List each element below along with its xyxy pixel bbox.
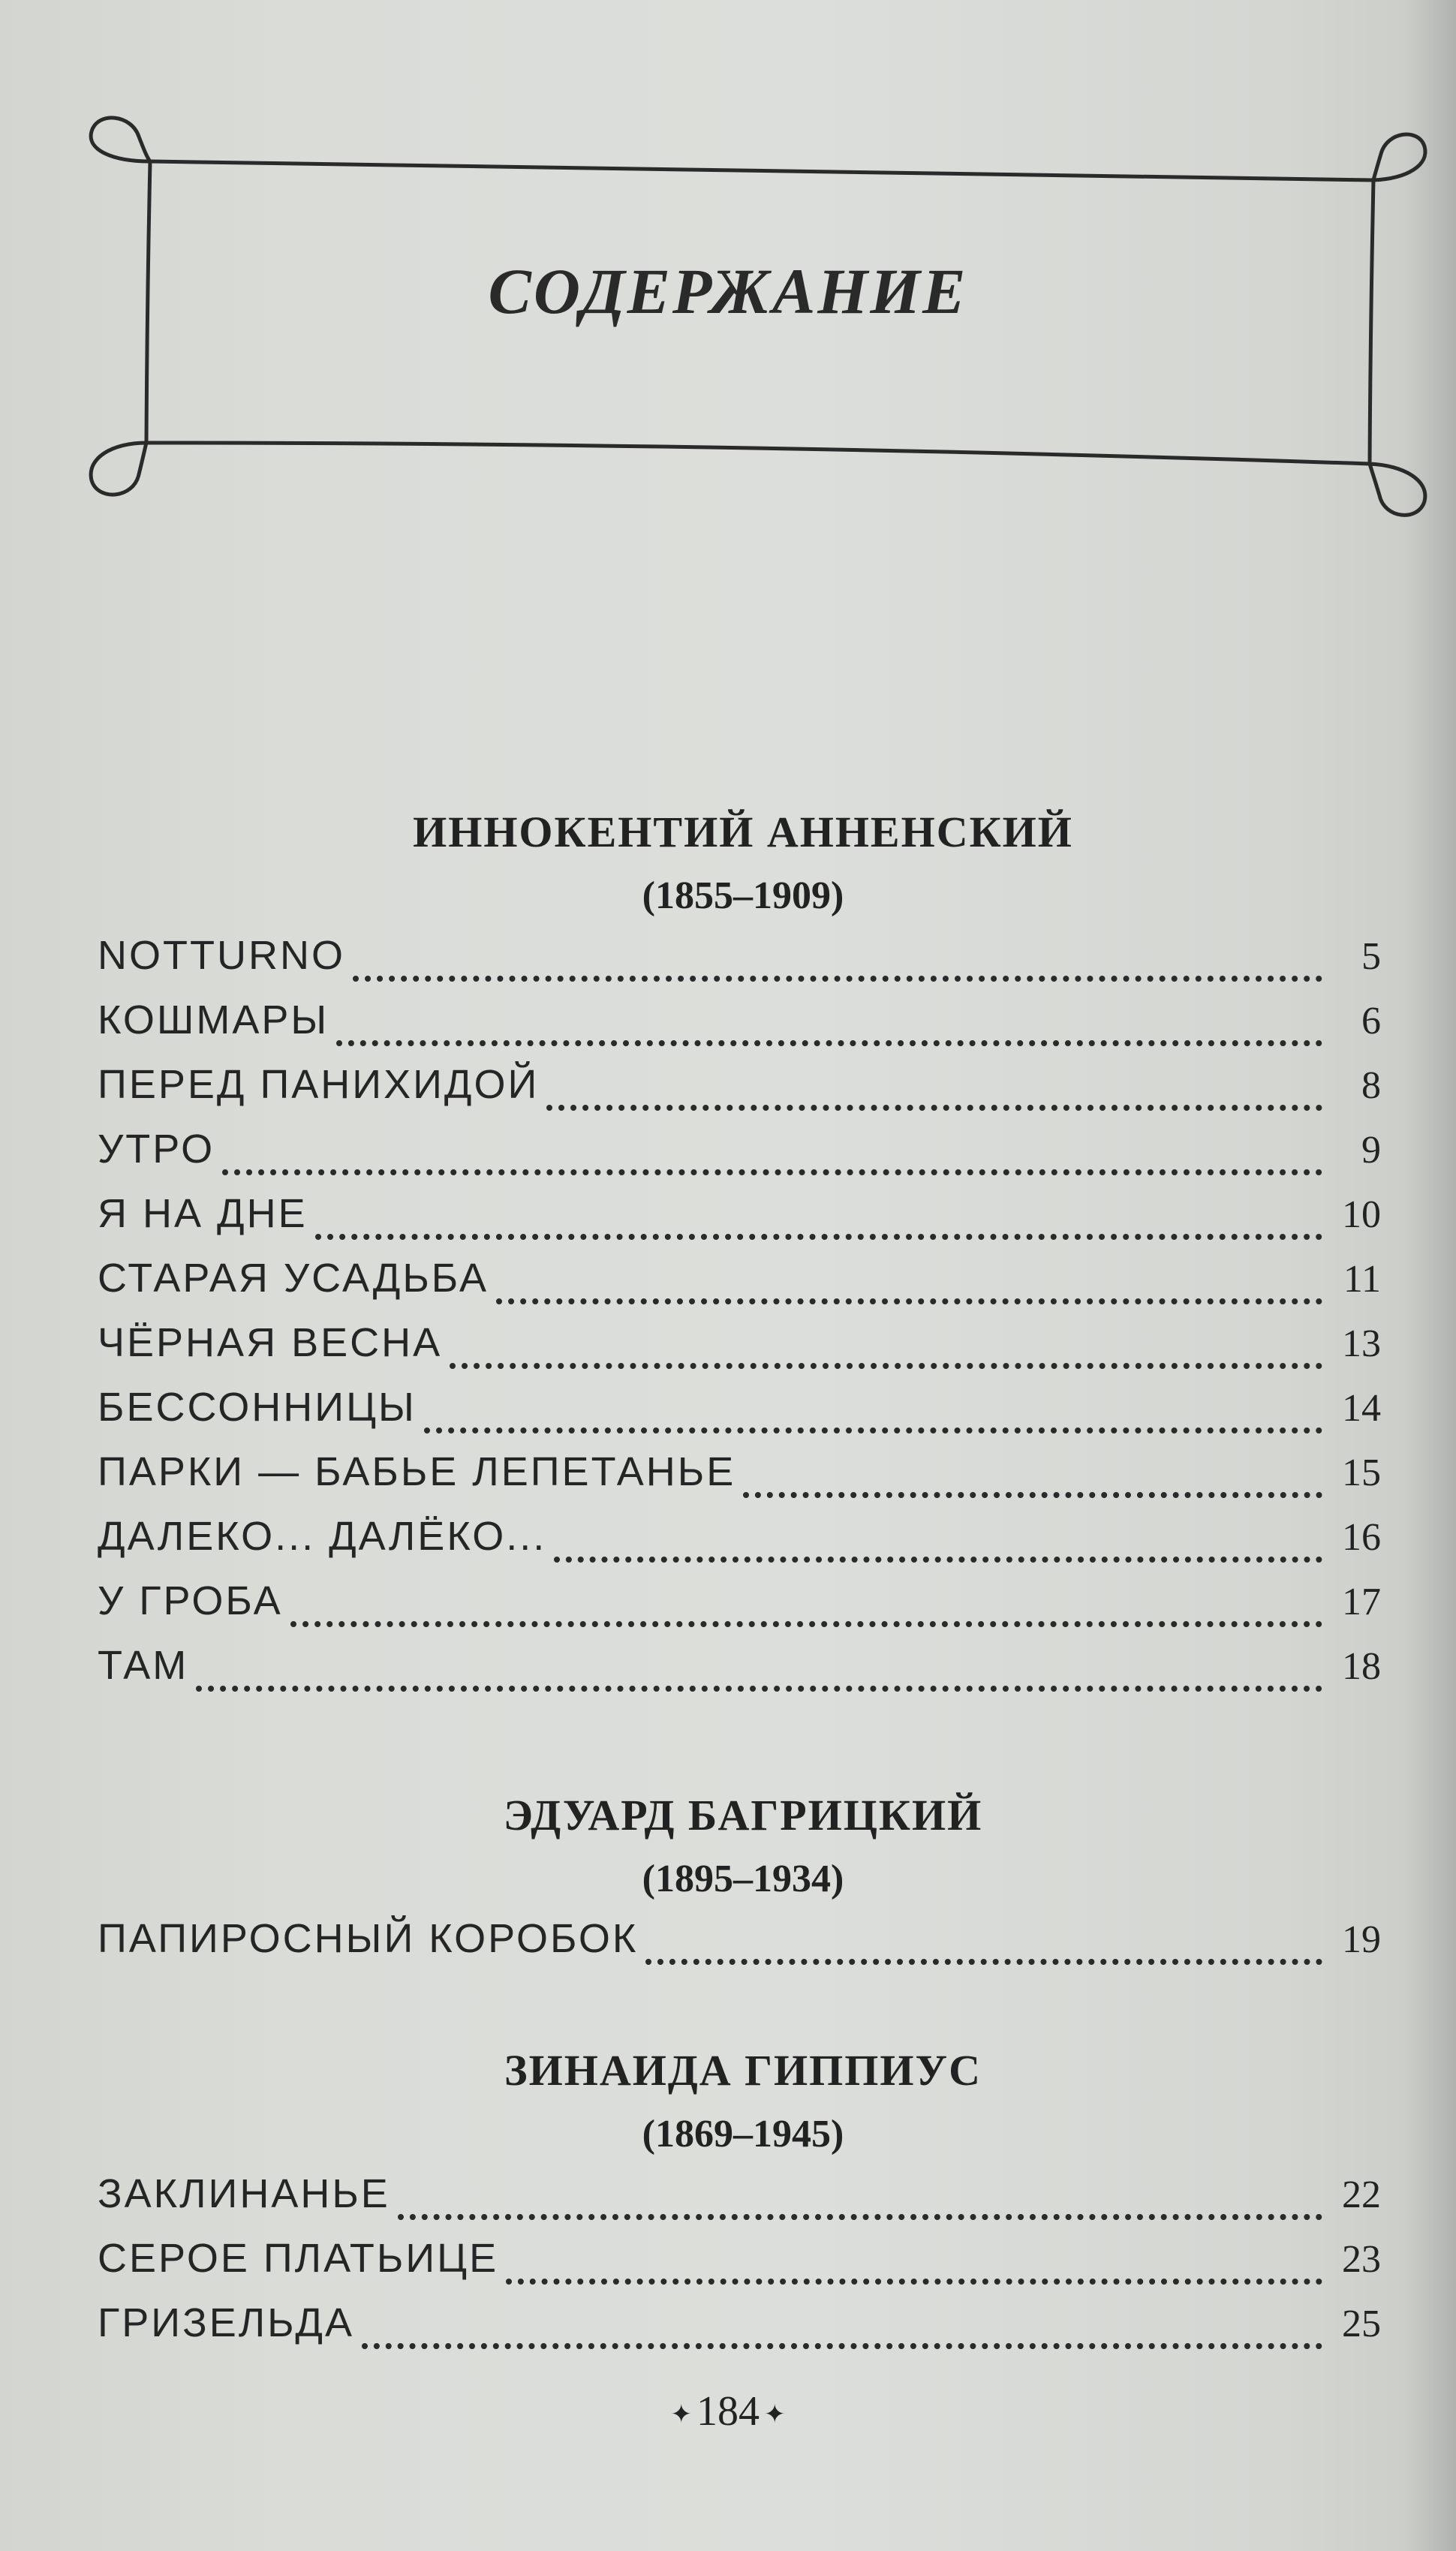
toc-entry-list: [98, 1915, 1381, 1980]
toc-entry[interactable]: [98, 1513, 1381, 1578]
dot-leader: [362, 2342, 1322, 2349]
page-footer: [0, 2388, 1456, 2435]
entry-title: Я НА ДНЕ: [98, 1191, 308, 1236]
toc-entry[interactable]: [98, 2300, 1381, 2364]
entry-page-number: 16: [1342, 1516, 1381, 1559]
toc-entry[interactable]: [98, 997, 1381, 1061]
dot-leader: [336, 1039, 1322, 1046]
entry-title: ПАРКИ — БАБЬЕ ЛЕПЕТАНЬЕ: [98, 1449, 736, 1494]
toc-entry[interactable]: [98, 1190, 1381, 1255]
dot-leader: [222, 1168, 1322, 1175]
page-title: СОДЕРЖАНИЕ: [488, 255, 968, 327]
entry-page-number: 22: [1342, 2173, 1381, 2216]
page-number: 184: [696, 2388, 760, 2435]
entry-title: СТАРАЯ УСАДЬБА: [98, 1256, 489, 1301]
toc-entry[interactable]: [98, 1255, 1381, 1319]
entry-title: КОШМАРЫ: [98, 997, 329, 1042]
dot-leader: [743, 1491, 1322, 1498]
author-dates: (1855–1909): [642, 874, 844, 917]
toc-entry[interactable]: [98, 1578, 1381, 1642]
toc-entry[interactable]: [98, 2235, 1381, 2300]
entry-page-number: 14: [1342, 1387, 1381, 1430]
toc-entry[interactable]: [98, 932, 1381, 997]
entry-page-number: 10: [1342, 1193, 1381, 1236]
entry-page-number: 6: [1361, 1000, 1381, 1042]
entry-title: ТАМ: [98, 1643, 189, 1688]
dot-leader: [546, 1103, 1322, 1111]
entry-page-number: 17: [1342, 1581, 1381, 1623]
dot-leader: [506, 2277, 1322, 2285]
entry-title: СЕРОЕ ПЛАТЬИЦЕ: [98, 2236, 499, 2281]
entry-page-number: 19: [1342, 1918, 1381, 1961]
entry-page-number: 8: [1361, 1064, 1381, 1107]
entry-page-number: 11: [1343, 1258, 1381, 1301]
dot-leader: [353, 974, 1322, 982]
toc-entry[interactable]: [98, 2170, 1381, 2235]
entry-title: ПАПИРОСНЫЙ КОРОБОК: [98, 1916, 639, 1961]
dot-leader: [496, 1297, 1322, 1304]
toc-entry[interactable]: [98, 1642, 1381, 1707]
toc-section-gippius: [0, 2046, 1456, 2364]
entry-title: ЗАКЛИНАНЬЕ: [98, 2171, 390, 2216]
entry-page-number: 15: [1342, 1451, 1381, 1494]
dot-leader: [315, 1232, 1322, 1240]
toc-section-bagritsky: [0, 1791, 1456, 1980]
ornament-left-icon: ✦: [670, 2401, 692, 2429]
entry-page-number: 18: [1342, 1645, 1381, 1688]
dot-leader: [554, 1555, 1322, 1563]
author-name: ИННОКЕНТИЙ АННЕНСКИЙ: [413, 808, 1073, 856]
toc-entry[interactable]: [98, 1384, 1381, 1448]
author-dates: (1869–1945): [642, 2113, 844, 2155]
author-name: ЭДУАРД БАГРИЦКИЙ: [503, 1791, 983, 1840]
dot-leader: [290, 1620, 1322, 1627]
toc-entry[interactable]: [98, 1126, 1381, 1190]
dot-leader: [645, 1957, 1322, 1965]
entry-title: ПЕРЕД ПАНИХИДОЙ: [98, 1062, 540, 1107]
entry-page-number: 9: [1361, 1129, 1381, 1172]
author-dates: (1895–1934): [642, 1858, 844, 1900]
author-name: ЗИНАИДА ГИППИУС: [504, 2046, 982, 2095]
toc-entry[interactable]: [98, 1915, 1381, 1980]
toc-entry[interactable]: [98, 1061, 1381, 1126]
ornament-right-icon: ✦: [764, 2401, 786, 2429]
dot-leader: [196, 1684, 1322, 1692]
toc-section-annensky: [0, 808, 1456, 1707]
entry-title: У ГРОБА: [98, 1578, 283, 1623]
dot-leader: [450, 1361, 1322, 1369]
entry-title: ГРИЗЕЛЬДА: [98, 2300, 354, 2345]
entry-title: ДАЛЕКО... ДАЛЁКО...: [98, 1514, 547, 1559]
dot-leader: [398, 2213, 1322, 2220]
entry-page-number: 13: [1342, 1322, 1381, 1365]
toc-entry[interactable]: [98, 1448, 1381, 1513]
entry-title: УТРО: [98, 1127, 215, 1172]
entry-title: БЕССОННИЦЫ: [98, 1385, 417, 1430]
toc-entry-list: [98, 2170, 1381, 2364]
toc-entry-list: [98, 932, 1381, 1707]
entry-title: NOTTURNO: [98, 933, 345, 978]
entry-page-number: 25: [1342, 2303, 1381, 2345]
toc-entry[interactable]: [98, 1319, 1381, 1384]
entry-page-number: 5: [1361, 935, 1381, 978]
entry-page-number: 23: [1342, 2238, 1381, 2281]
dot-leader: [424, 1426, 1322, 1433]
entry-title: ЧЁРНАЯ ВЕСНА: [98, 1320, 443, 1365]
